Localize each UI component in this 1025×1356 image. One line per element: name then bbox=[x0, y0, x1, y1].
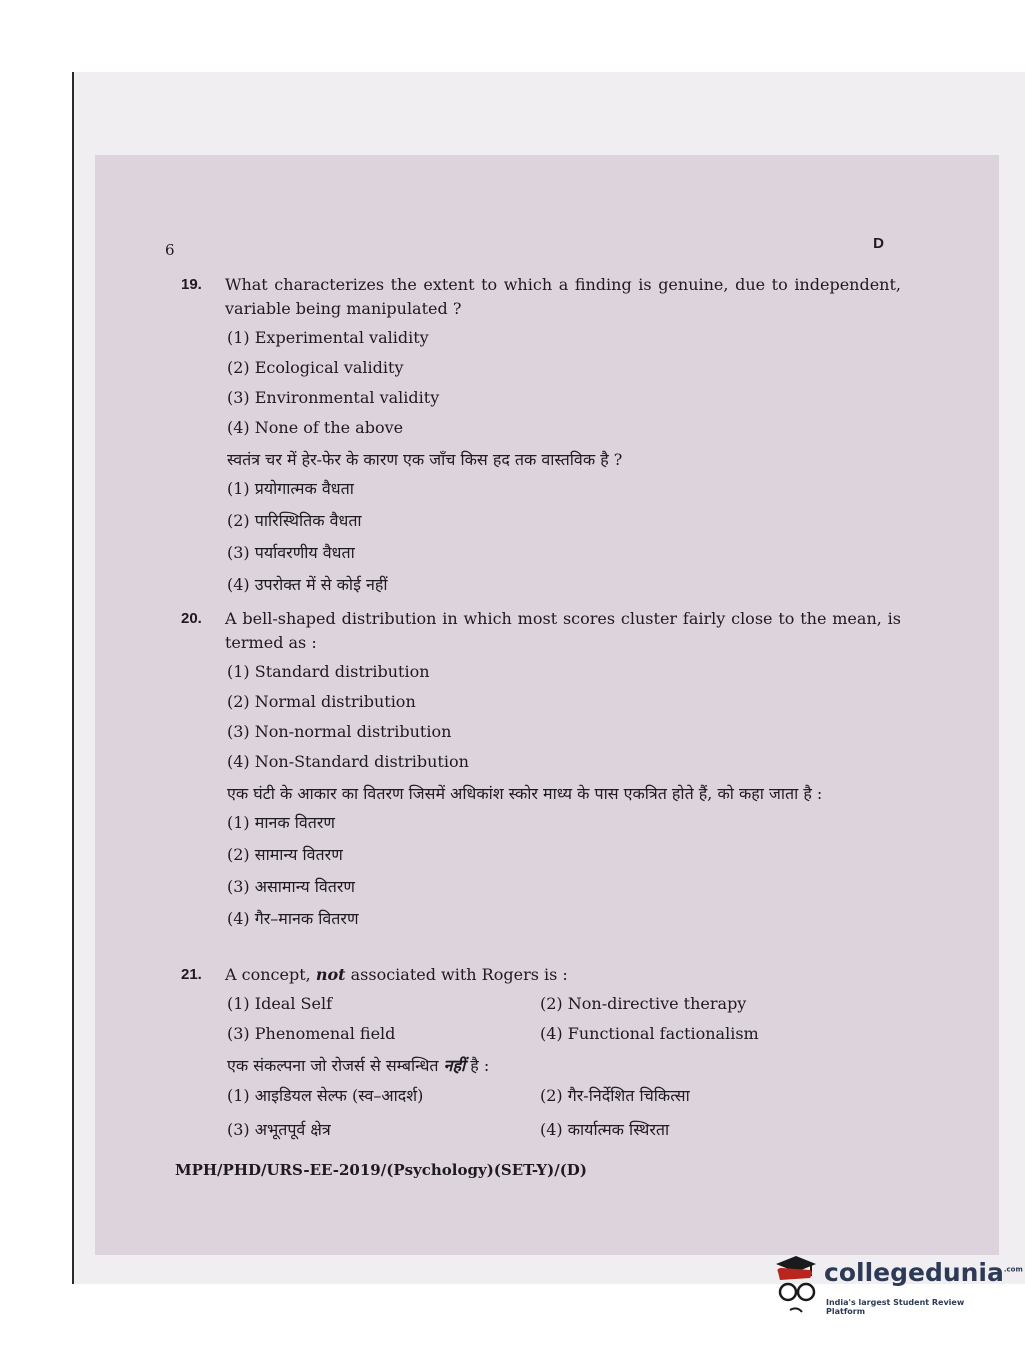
option: (3) Non-normal distribution bbox=[227, 722, 452, 741]
option: (3) असामान्य वितरण bbox=[227, 877, 356, 896]
question-paper-page bbox=[95, 155, 999, 1255]
question-text-en bbox=[225, 963, 901, 987]
question-20 bbox=[181, 607, 901, 935]
option: (1) Experimental validity bbox=[227, 328, 429, 347]
option: (2) Non-directive therapy bbox=[540, 994, 747, 1013]
question-19 bbox=[181, 273, 901, 601]
options-hi bbox=[227, 807, 901, 935]
option: (4) उपरोक्त में से कोई नहीं bbox=[227, 575, 388, 594]
option: (3) अभूतपूर्व क्षेत्र bbox=[227, 1120, 331, 1139]
option: (1) प्रयोगात्मक वैधता bbox=[227, 479, 354, 498]
set-letter: D bbox=[873, 235, 884, 252]
option: (2) गैर-निर्देशित चिकित्सा bbox=[540, 1086, 690, 1105]
option: (1) मानक वितरण bbox=[227, 813, 335, 832]
question-text-part: associated with Rogers is : bbox=[345, 965, 568, 984]
options-hi bbox=[227, 473, 901, 601]
option: (4) None of the above bbox=[227, 418, 404, 437]
options-en bbox=[227, 657, 901, 777]
question-text-hi: एक घंटी के आकार का वितरण जिसमें अधिकांश स्कोर माध्य के पास एकत्रित होते हैं, को कहा जाता है : bbox=[227, 784, 823, 803]
question-number: 20. bbox=[181, 610, 202, 627]
collegedunia-logo bbox=[766, 1250, 1023, 1320]
question-text-hi bbox=[227, 1053, 901, 1079]
option: (3) Phenomenal field bbox=[227, 1024, 396, 1043]
option: (2) Ecological validity bbox=[227, 358, 404, 377]
question-21 bbox=[181, 963, 901, 1147]
emphasis-word: not bbox=[315, 965, 346, 984]
option: (2) Normal distribution bbox=[227, 692, 416, 711]
option: (4) कार्यात्मक स्थिरता bbox=[540, 1120, 670, 1139]
question-text-part: A concept, bbox=[225, 965, 316, 984]
paper-code-footer: MPH/PHD/URS-EE-2019/(Psychology)(SET-Y)/(D) bbox=[175, 1161, 587, 1179]
option: (4) गैर–मानक वितरण bbox=[227, 909, 359, 928]
brand-tagline: India's largest Student Review Platform bbox=[826, 1298, 965, 1316]
page-number: 6 bbox=[165, 241, 175, 259]
question-number: 21. bbox=[181, 966, 202, 983]
question-number: 19. bbox=[181, 276, 202, 293]
brand-name: collegedunia$^{.com}$ bbox=[824, 1258, 1023, 1287]
option: (2) पारिस्थितिक वैधता bbox=[227, 511, 362, 530]
question-text-part: है : bbox=[465, 1056, 490, 1075]
question-text-en: What characterizes the extent to which a finding is genuine, due to independent, variable being manipulated ? bbox=[225, 275, 901, 318]
options-hi bbox=[227, 1079, 901, 1147]
options-en bbox=[227, 323, 901, 443]
question-text-en: A bell-shaped distribution in which most scores cluster fairly close to the mean, is termed as : bbox=[225, 609, 901, 652]
option: (4) Functional factionalism bbox=[540, 1024, 759, 1043]
option: (3) पर्यावरणीय वैधता bbox=[227, 543, 355, 562]
emphasis-word: नहीं bbox=[443, 1056, 466, 1075]
option: (1) Ideal Self bbox=[227, 994, 332, 1013]
question-text-hi: स्वतंत्र चर में हेर-फेर के कारण एक जाँच किस हद तक वास्तविक है ? bbox=[227, 450, 623, 469]
option: (2) सामान्य वितरण bbox=[227, 845, 343, 864]
option: (1) आइडियल सेल्फ (स्व–आदर्श) bbox=[227, 1086, 424, 1105]
option: (3) Environmental validity bbox=[227, 388, 440, 407]
question-text-part: एक संकल्पना जो रोजर्स से सम्बन्धित bbox=[227, 1056, 444, 1075]
student-mascot-icon bbox=[766, 1250, 822, 1320]
options-en bbox=[227, 989, 901, 1049]
option: (4) Non-Standard distribution bbox=[227, 752, 469, 771]
scan-edge bbox=[72, 72, 74, 1284]
option: (1) Standard distribution bbox=[227, 662, 430, 681]
